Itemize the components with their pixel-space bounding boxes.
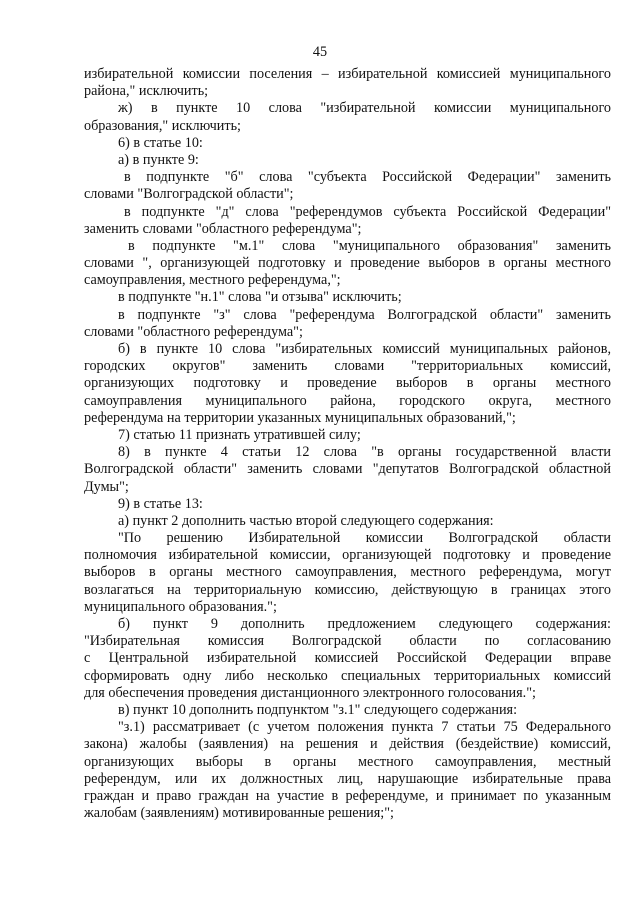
text-line: района," исключить;	[84, 83, 209, 100]
text-line: выборов в органы местного самоуправления, местного референдума, могут	[84, 564, 611, 581]
text-line: граждан и право граждан на участие в референдуме, и принимает по указанным	[84, 787, 611, 804]
text-line: 9) в статье 13:	[118, 495, 203, 512]
text-line: в подпункте "з" слова "референдума Волгоградской области" заменить	[118, 306, 611, 323]
text-line: избирательной комиссии поселения – избирательной комиссией муниципального	[84, 66, 611, 82]
text-line: б) пункт 9 дополнить предложением следующего содержания:	[118, 616, 611, 632]
text-line: Волгоградской области" заменить словами "депутатов Волгоградской областной	[84, 461, 611, 478]
text-line: 8) в пункте 4 статьи 12 слова "в органы государственной власти	[118, 444, 611, 461]
text-line: с Центральной избирательной комиссией Российской Федерации вправе	[84, 650, 611, 667]
text-line: самоуправления муниципального района, городского округа, местного	[84, 392, 611, 409]
text-line: возлагаться на территориальную комиссию, действующую в границах этого	[84, 581, 611, 598]
text-line: словами ", организующей подготовку и проведение выборов в органы местного	[84, 255, 611, 272]
text-line: ж) в пункте 10 слова "избирательной комиссии муниципального	[118, 100, 611, 117]
text-line: "з.1) рассматривает (с учетом положения пункта 7 статьи 75 Федерального	[118, 719, 611, 736]
text-line: 7) статью 11 признать утратившей силу;	[118, 426, 361, 443]
text-line: а) пункт 2 дополнить частью второй следующего содержания:	[118, 512, 494, 529]
text-line: муниципального образования.";	[84, 598, 277, 615]
text-line: для обеспечения проведения дистанционного электронного голосования.";	[84, 684, 536, 701]
text-line: словами "областного референдума";	[84, 323, 303, 340]
text-line: закона) жалобы (заявления) на решения и действия (бездействие) комиссий,	[84, 736, 611, 753]
text-line: городских округов" заменить словами "территориальных комиссий,	[84, 358, 611, 375]
text-line: Думы";	[84, 478, 129, 495]
text-line: в подпункте "б" слова "субъекта Российской Федерации" заменить	[124, 169, 611, 186]
text-line: "По решению Избирательной комиссии Волгоградской области	[118, 530, 611, 547]
text-line: в подпункте "д" слова "референдумов субъекта Российской Федерации"	[124, 203, 611, 220]
text-line: "Избирательная комиссия Волгоградской области по согласованию	[84, 633, 611, 650]
text-line: организующих подготовку и проведение выборов в органы местного	[84, 375, 611, 392]
text-line: заменить словами "областного референдума";	[84, 220, 362, 237]
text-line: референдума на территории указанных муниципальных образований,";	[84, 409, 516, 426]
text-line: образования," исключить;	[84, 117, 241, 134]
text-line: самоуправления, местного референдума,";	[84, 272, 341, 289]
text-line: а) в пункте 9:	[118, 151, 199, 168]
text-line: б) в пункте 10 слова "избирательных комиссий муниципальных районов,	[118, 341, 611, 357]
text-line: в подпункте "м.1" слова "муниципального образования" заменить	[128, 237, 611, 254]
text-line: сформировать одну либо несколько специальных территориальных комиссий	[84, 667, 611, 684]
text-line: референдум, или их должностных лиц, нарушающие избирательные права	[84, 770, 611, 787]
text-line: словами "Волгоградской области";	[84, 186, 294, 203]
text-line: полномочия избирательной комиссии, организующей подготовку и проведение	[84, 547, 611, 564]
page-number: 45	[312, 44, 328, 60]
text-line: 6) в статье 10:	[118, 134, 203, 151]
text-line: организующих выборы в органы местного самоуправления, местный	[84, 753, 611, 770]
text-line: жалобам (заявлениям) мотивированные решения;";	[84, 805, 394, 822]
document-body	[84, 66, 611, 822]
text-line: в подпункте "н.1" слова "и отзыва" исключить;	[118, 289, 402, 306]
text-line: в) пункт 10 дополнить подпунктом "з.1" следующего содержания:	[118, 701, 518, 718]
